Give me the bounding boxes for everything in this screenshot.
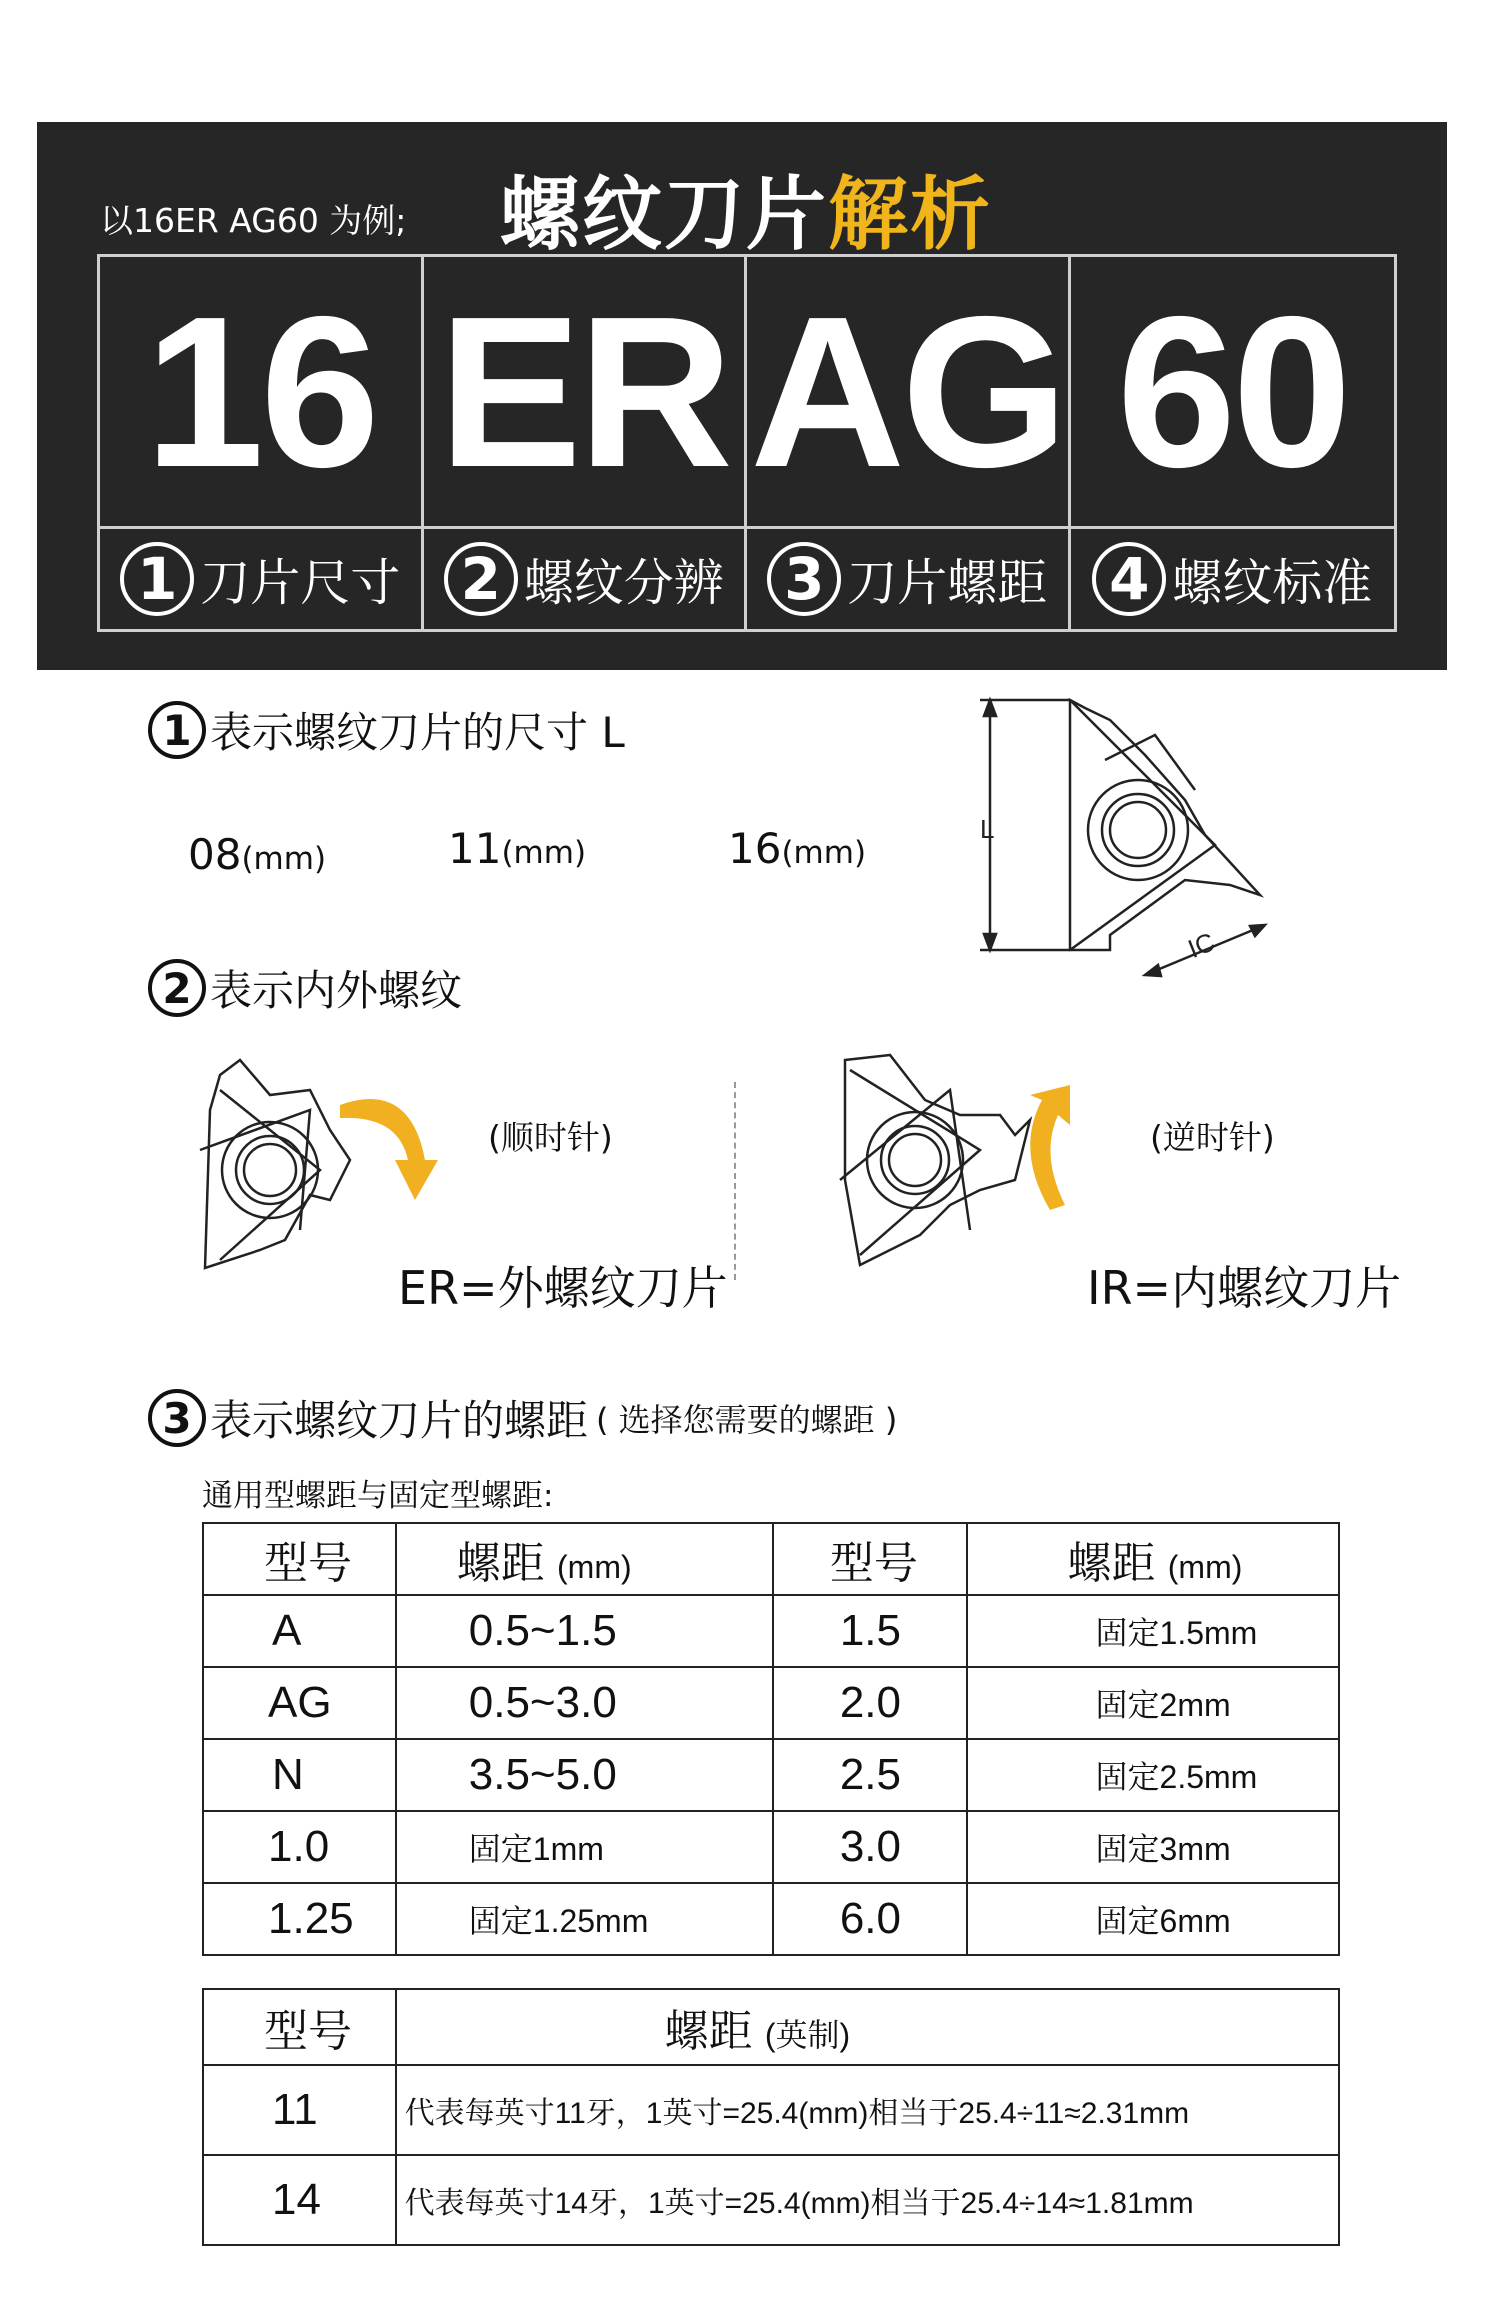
section2-divider <box>734 1082 736 1280</box>
counterclockwise-label: (逆时针) <box>1150 1118 1275 1157</box>
code-size: 16 <box>100 257 424 529</box>
label-pitch <box>747 529 1071 629</box>
er-label: ER=外螺纹刀片 <box>398 1261 728 1315</box>
external-thread-insert-icon <box>190 1050 450 1280</box>
section3-title-note: ( 选择您需要的螺距 ) <box>596 1401 898 1439</box>
table-header-cell: 螺距 (mm) <box>396 1523 773 1595</box>
circled-number: 1 <box>120 542 194 616</box>
section1-heading <box>148 700 625 760</box>
banner-title <box>500 150 992 265</box>
section2-heading <box>148 958 462 1018</box>
internal-thread-insert-icon <box>830 1040 1110 1270</box>
circled-number: 1 <box>148 701 206 759</box>
circled-number: 3 <box>767 542 841 616</box>
dimension-label-ic: IC <box>1183 926 1219 964</box>
dimension-label-l: L <box>980 814 995 844</box>
label-text: 螺纹分辨 <box>523 554 724 612</box>
label-text: 螺纹标准 <box>1172 554 1373 612</box>
circled-number: 2 <box>444 542 518 616</box>
size-option-08: 08(mm) <box>188 830 327 879</box>
pitch-table-imperial <box>202 1988 1340 2246</box>
table-row: 1.25 固定1.25mm 6.0 固定6mm <box>203 1883 1339 1955</box>
table-header-cell: 型号 <box>773 1523 967 1595</box>
table-header-row <box>203 1523 1339 1595</box>
circled-number: 2 <box>148 959 206 1017</box>
section1-title: 表示螺纹刀片的尺寸 L <box>210 708 625 757</box>
label-size <box>100 529 424 629</box>
ir-label: IR=内螺纹刀片 <box>1087 1261 1402 1315</box>
table-header-cell: 型号 <box>203 1989 396 2065</box>
banner-example-text: 以16ER AG60 为例; <box>100 201 407 240</box>
clockwise-arrow-icon <box>340 1099 438 1200</box>
section3-title: 表示螺纹刀片的螺距 <box>210 1396 589 1445</box>
insert-dimension-diagram <box>960 680 1290 990</box>
table-row: N 3.5~5.0 2.5 固定2.5mm <box>203 1739 1339 1811</box>
clockwise-label: (顺时针) <box>488 1118 613 1157</box>
code-standard: 60 <box>1071 257 1395 529</box>
banner-title-main: 螺纹刀片 <box>500 168 828 261</box>
table-header-cell: 型号 <box>203 1523 396 1595</box>
label-text: 刀片尺寸 <box>200 554 401 612</box>
circled-number: 4 <box>1092 542 1166 616</box>
size-option-16: 16(mm) <box>728 824 867 873</box>
label-thread-type <box>424 529 748 629</box>
section2-title: 表示内外螺纹 <box>210 966 463 1015</box>
label-text: 刀片螺距 <box>847 554 1048 612</box>
pitch-table-metric <box>202 1522 1340 1956</box>
table-header-cell: 螺距 (英制) <box>396 1989 1339 2065</box>
table-row: 1.0 固定1mm 3.0 固定3mm <box>203 1811 1339 1883</box>
size-option-11: 11(mm) <box>448 824 587 873</box>
table-row: AG 0.5~3.0 2.0 固定2mm <box>203 1667 1339 1739</box>
section3-subtitle: 通用型螺距与固定型螺距: <box>202 1478 554 1514</box>
table-header-row <box>203 1989 1339 2065</box>
circled-number: 3 <box>148 1389 206 1447</box>
section3-heading <box>148 1388 897 1448</box>
counterclockwise-arrow-icon <box>1030 1085 1070 1210</box>
table-row: 11 代表每英寸11牙，1英寸=25.4(mm)相当于25.4÷11≈2.31mm <box>203 2065 1339 2155</box>
banner-title-accent: 解析 <box>828 168 992 261</box>
code-breakdown-grid <box>97 254 1397 632</box>
table-row: A 0.5~1.5 1.5 固定1.5mm <box>203 1595 1339 1667</box>
code-pitch: AG <box>747 257 1071 529</box>
code-thread-type: ER <box>424 257 748 529</box>
table-row: 14 代表每英寸14牙，1英寸=25.4(mm)相当于25.4÷14≈1.81mm <box>203 2155 1339 2245</box>
table-header-cell: 螺距 (mm) <box>967 1523 1339 1595</box>
label-standard <box>1071 529 1395 629</box>
